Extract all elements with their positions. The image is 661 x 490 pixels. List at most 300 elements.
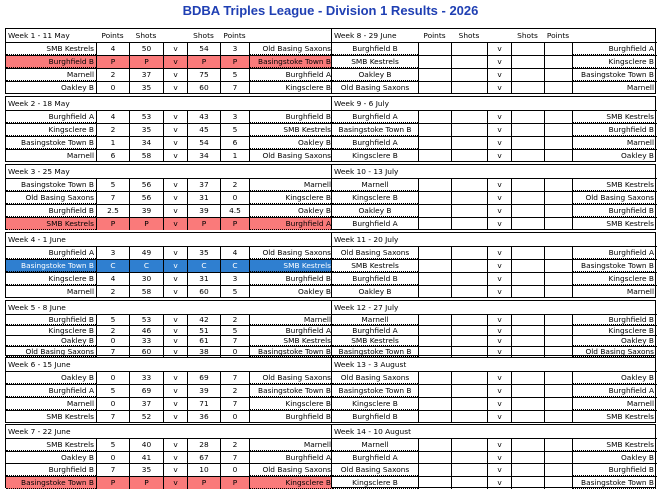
home-points: 2 [96,124,129,136]
away-team: SMB Kestrels [572,179,656,191]
week-header [332,97,657,110]
away-points: 0 [220,411,249,423]
away-shots: P [187,56,220,68]
home-team: Marnell [332,315,418,325]
empty-cell [544,372,572,384]
away-team: Kingsclere B [572,56,656,68]
away-team: Kingsclere B [249,192,333,204]
home-shots: 56 [129,192,163,204]
empty-cell [511,411,544,423]
home-shots: 56 [129,179,163,191]
away-team: Burghfield A [249,452,333,464]
away-shots: 38 [187,347,220,357]
versus-label: v [487,336,511,346]
empty-cell [511,260,544,272]
fixture-row [332,123,657,136]
week-header [332,425,657,438]
empty-cell [451,477,487,489]
result-row [6,397,334,410]
page-title: BDBA Triples League - Division 1 Results - 2026 [182,3,479,18]
home-team: Oakley B [332,286,418,298]
home-shots: 34 [129,137,163,149]
home-points: 5 [96,315,129,325]
empty-cell [418,179,451,191]
versus-label: v [487,477,511,489]
empty-cell [418,260,451,272]
home-team: Kingsclere B [6,326,96,336]
home-team: Marnell [332,439,418,451]
away-points: 3 [220,43,249,55]
home-team: Burghfield A [332,326,418,336]
empty-cell [451,179,487,191]
result-row [6,68,334,81]
empty-cell [418,205,451,217]
home-points: 0 [96,398,129,410]
versus-label: v [163,439,187,451]
away-shots: C [187,260,220,272]
versus-label: v [487,82,511,94]
week-label: Week 2 - 18 May [8,99,70,108]
home-team: Old Basing Saxons [332,247,418,259]
home-team: Old Basing Saxons [332,82,418,94]
away-shots: 45 [187,124,220,136]
versus-label: v [163,372,187,384]
fixture-row [332,272,657,285]
empty-cell [511,286,544,298]
empty-cell [511,82,544,94]
away-team: Oakley B [572,452,656,464]
empty-cell [544,82,572,94]
week-header [332,301,657,314]
away-team: Marnell [572,82,656,94]
away-team: Oakley B [249,286,333,298]
result-week-block [5,232,333,298]
home-points: 2 [96,69,129,81]
home-points: 4 [96,273,129,285]
away-team: Old Basing Saxons [249,247,333,259]
column-header-shots: Shots [135,31,157,40]
versus-label: v [163,56,187,68]
away-points: 7 [220,452,249,464]
fixture-row [332,110,657,123]
week-label: Week 4 - 1 June [8,235,66,244]
result-row [6,259,334,272]
empty-cell [418,286,451,298]
empty-cell [418,43,451,55]
empty-cell [418,477,451,489]
versus-label: v [163,124,187,136]
empty-cell [544,315,572,325]
home-team: Burghfield A [332,218,418,230]
home-team: SMB Kestrels [6,218,96,230]
home-team: SMB Kestrels [6,43,96,55]
home-team: Basingstoke Town B [6,179,96,191]
fixture-row [332,384,657,397]
empty-cell [511,385,544,397]
away-points: 0 [220,464,249,476]
empty-cell [511,398,544,410]
versus-label: v [163,192,187,204]
home-team: Marnell [6,69,96,81]
empty-cell [511,69,544,81]
away-points: 5 [220,69,249,81]
away-team: SMB Kestrels [572,111,656,123]
fixture-row [332,178,657,191]
away-team: Burghfield B [572,124,656,136]
empty-cell [418,150,451,162]
versus-label: v [487,137,511,149]
home-shots: 53 [129,315,163,325]
home-team: Oakley B [6,82,96,94]
empty-cell [544,179,572,191]
home-team: Marnell [332,179,418,191]
empty-cell [451,218,487,230]
empty-cell [451,205,487,217]
away-shots: 54 [187,43,220,55]
away-team: Oakley B [572,150,656,162]
away-team: Marnell [249,179,333,191]
empty-cell [544,137,572,149]
away-team: Burghfield A [572,247,656,259]
versus-label: v [487,273,511,285]
empty-cell [511,124,544,136]
away-shots: P [187,218,220,230]
away-team: Burghfield B [572,205,656,217]
result-row [6,285,334,298]
empty-cell [418,398,451,410]
home-team: Oakley B [6,336,96,346]
home-team: Kingsclere B [332,150,418,162]
result-row [6,110,334,123]
home-team: Oakley B [6,372,96,384]
empty-cell [418,69,451,81]
versus-label: v [487,111,511,123]
empty-cell [418,124,451,136]
week-label: Week 14 - 10 August [334,427,411,436]
fixture-row [332,191,657,204]
empty-cell [544,273,572,285]
empty-cell [544,464,572,476]
empty-cell [511,111,544,123]
empty-cell [451,464,487,476]
away-team: Basingstoke Town B [572,477,656,489]
versus-label: v [163,347,187,357]
home-team: SMB Kestrels [332,260,418,272]
empty-cell [511,273,544,285]
empty-cell [451,56,487,68]
fixture-row [332,149,657,162]
home-team: Basingstoke Town B [332,347,418,357]
empty-cell [544,111,572,123]
fixture-row [332,463,657,476]
result-row [6,123,334,136]
versus-label: v [163,82,187,94]
versus-label: v [487,69,511,81]
away-team: Old Basing Saxons [249,464,333,476]
versus-label: v [163,286,187,298]
home-team: Oakley B [6,452,96,464]
home-team: Kingsclere B [332,477,418,489]
empty-cell [544,260,572,272]
away-shots: 10 [187,464,220,476]
home-team: Basingstoke Town B [332,385,418,397]
home-team: Burghfield B [6,56,96,68]
home-shots: P [129,477,163,489]
home-shots: 35 [129,464,163,476]
home-shots: 58 [129,150,163,162]
week-label: Week 9 - 6 July [334,99,390,108]
week-label: Week 11 - 20 July [334,235,399,244]
away-team: Burghfield A [572,43,656,55]
home-team: Old Basing Saxons [332,464,418,476]
result-row [6,81,334,94]
home-team: Kingsclere B [332,398,418,410]
away-shots: 71 [187,398,220,410]
fixture-row [332,246,657,259]
empty-cell [511,218,544,230]
fixture-row [332,335,657,346]
versus-label: v [163,336,187,346]
empty-cell [418,82,451,94]
away-points: 4.5 [220,205,249,217]
away-team: Marnell [572,398,656,410]
away-team: Burghfield B [572,315,656,325]
away-team: Basingstoke Town B [249,347,333,357]
home-shots: P [129,56,163,68]
home-team: Burghfield B [6,205,96,217]
versus-label: v [487,124,511,136]
home-shots: 35 [129,82,163,94]
home-points: 7 [96,464,129,476]
home-shots: 53 [129,111,163,123]
empty-cell [544,411,572,423]
result-week-block [5,28,333,94]
result-row [6,346,334,357]
away-shots: 39 [187,205,220,217]
fixture-row [332,217,657,230]
away-points: P [220,477,249,489]
empty-cell [544,385,572,397]
away-points: 5 [220,124,249,136]
home-team: Old Basing Saxons [6,192,96,204]
home-team: Burghfield B [332,411,418,423]
result-row [6,246,334,259]
home-shots: 60 [129,347,163,357]
away-team: Marnell [572,286,656,298]
away-shots: 67 [187,452,220,464]
empty-cell [451,411,487,423]
empty-cell [511,205,544,217]
home-team: SMB Kestrels [332,56,418,68]
column-header-points: Points [423,31,446,40]
empty-cell [451,137,487,149]
column-header-shots: Shots [517,31,538,40]
versus-label: v [163,137,187,149]
away-shots: 43 [187,111,220,123]
result-row [6,314,334,325]
versus-label: v [163,315,187,325]
week-label: Week 13 - 3 August [334,360,407,369]
home-shots: 33 [129,372,163,384]
home-points: 3 [96,247,129,259]
away-points: 3 [220,273,249,285]
away-points: 5 [220,326,249,336]
away-team: Burghfield B [249,111,333,123]
away-shots: 34 [187,150,220,162]
home-points: 4 [96,111,129,123]
versus-label: v [163,43,187,55]
away-shots: 75 [187,69,220,81]
fixture-row [332,476,657,489]
versus-label: v [163,477,187,489]
empty-cell [451,398,487,410]
empty-cell [451,372,487,384]
home-points: 5 [96,179,129,191]
week-label: Week 1 - 11 May [8,31,70,40]
versus-label: v [487,326,511,336]
home-points: 5 [96,439,129,451]
away-team: SMB Kestrels [249,336,333,346]
fixture-row [332,314,657,325]
empty-cell [451,111,487,123]
result-row [6,55,334,68]
home-team: Burghfield B [332,43,418,55]
week-header [332,29,657,42]
empty-cell [451,150,487,162]
away-team: Burghfield A [572,385,656,397]
result-row [6,149,334,162]
away-team: Kingsclere B [249,477,333,489]
empty-cell [418,336,451,346]
home-shots: 46 [129,326,163,336]
versus-label: v [487,398,511,410]
away-team: Kingsclere B [572,273,656,285]
away-team: Burghfield A [249,326,333,336]
fixture-week-block [331,300,656,356]
empty-cell [418,372,451,384]
home-team: Marnell [6,398,96,410]
fixture-row [332,136,657,149]
versus-label: v [487,218,511,230]
empty-cell [418,464,451,476]
home-shots: 39 [129,205,163,217]
home-team: Burghfield A [6,111,96,123]
away-points: 7 [220,372,249,384]
week-label: Week 5 - 8 June [8,303,66,312]
away-shots: 61 [187,336,220,346]
empty-cell [544,192,572,204]
empty-cell [451,192,487,204]
fixture-week-block [331,232,656,298]
empty-cell [544,43,572,55]
empty-cell [511,137,544,149]
fixture-row [332,42,657,55]
week-header [6,233,334,246]
empty-cell [511,192,544,204]
fixture-week-block [331,424,656,488]
empty-cell [511,372,544,384]
away-team: Basingstoke Town B [249,385,333,397]
versus-label: v [487,315,511,325]
empty-cell [544,398,572,410]
versus-label: v [487,385,511,397]
away-shots: 39 [187,385,220,397]
home-shots: 52 [129,411,163,423]
home-team: Burghfield B [6,464,96,476]
versus-label: v [487,56,511,68]
versus-label: v [487,372,511,384]
home-team: Burghfield A [6,247,96,259]
away-points: 0 [220,192,249,204]
week-header [6,358,334,371]
home-team: Basingstoke Town B [6,260,96,272]
empty-cell [511,150,544,162]
empty-cell [544,439,572,451]
versus-label: v [163,385,187,397]
away-team: Oakley B [249,137,333,149]
away-points: 1 [220,150,249,162]
home-team: Oakley B [332,69,418,81]
empty-cell [544,205,572,217]
result-row [6,384,334,397]
home-team: Kingsclere B [6,273,96,285]
home-shots: 58 [129,286,163,298]
home-shots: 50 [129,43,163,55]
versus-label: v [487,347,511,357]
away-points: 7 [220,336,249,346]
away-team: Oakley B [572,372,656,384]
away-team: Oakley B [572,336,656,346]
away-team: SMB Kestrels [249,124,333,136]
versus-label: v [487,150,511,162]
empty-cell [451,286,487,298]
empty-cell [511,179,544,191]
empty-cell [418,192,451,204]
versus-label: v [163,326,187,336]
versus-label: v [487,205,511,217]
empty-cell [451,336,487,346]
home-points: 0 [96,336,129,346]
versus-label: v [487,286,511,298]
away-team: SMB Kestrels [249,260,333,272]
versus-label: v [163,218,187,230]
empty-cell [511,347,544,357]
empty-cell [418,439,451,451]
empty-cell [511,336,544,346]
away-team: Old Basing Saxons [572,347,656,357]
away-shots: 42 [187,315,220,325]
away-team: Burghfield B [572,464,656,476]
empty-cell [451,439,487,451]
home-points: 7 [96,411,129,423]
home-points: C [96,260,129,272]
result-row [6,371,334,384]
away-shots: 69 [187,372,220,384]
away-shots: 35 [187,247,220,259]
versus-label: v [487,43,511,55]
away-team: Basingstoke Town B [572,260,656,272]
home-points: 4 [96,43,129,55]
week-header [6,29,334,42]
away-points: P [220,218,249,230]
column-header-shots: Shots [458,31,480,40]
home-team: Burghfield B [332,273,418,285]
fixture-row [332,285,657,298]
empty-cell [451,273,487,285]
empty-cell [418,111,451,123]
empty-cell [451,315,487,325]
home-team: Basingstoke Town B [6,477,96,489]
